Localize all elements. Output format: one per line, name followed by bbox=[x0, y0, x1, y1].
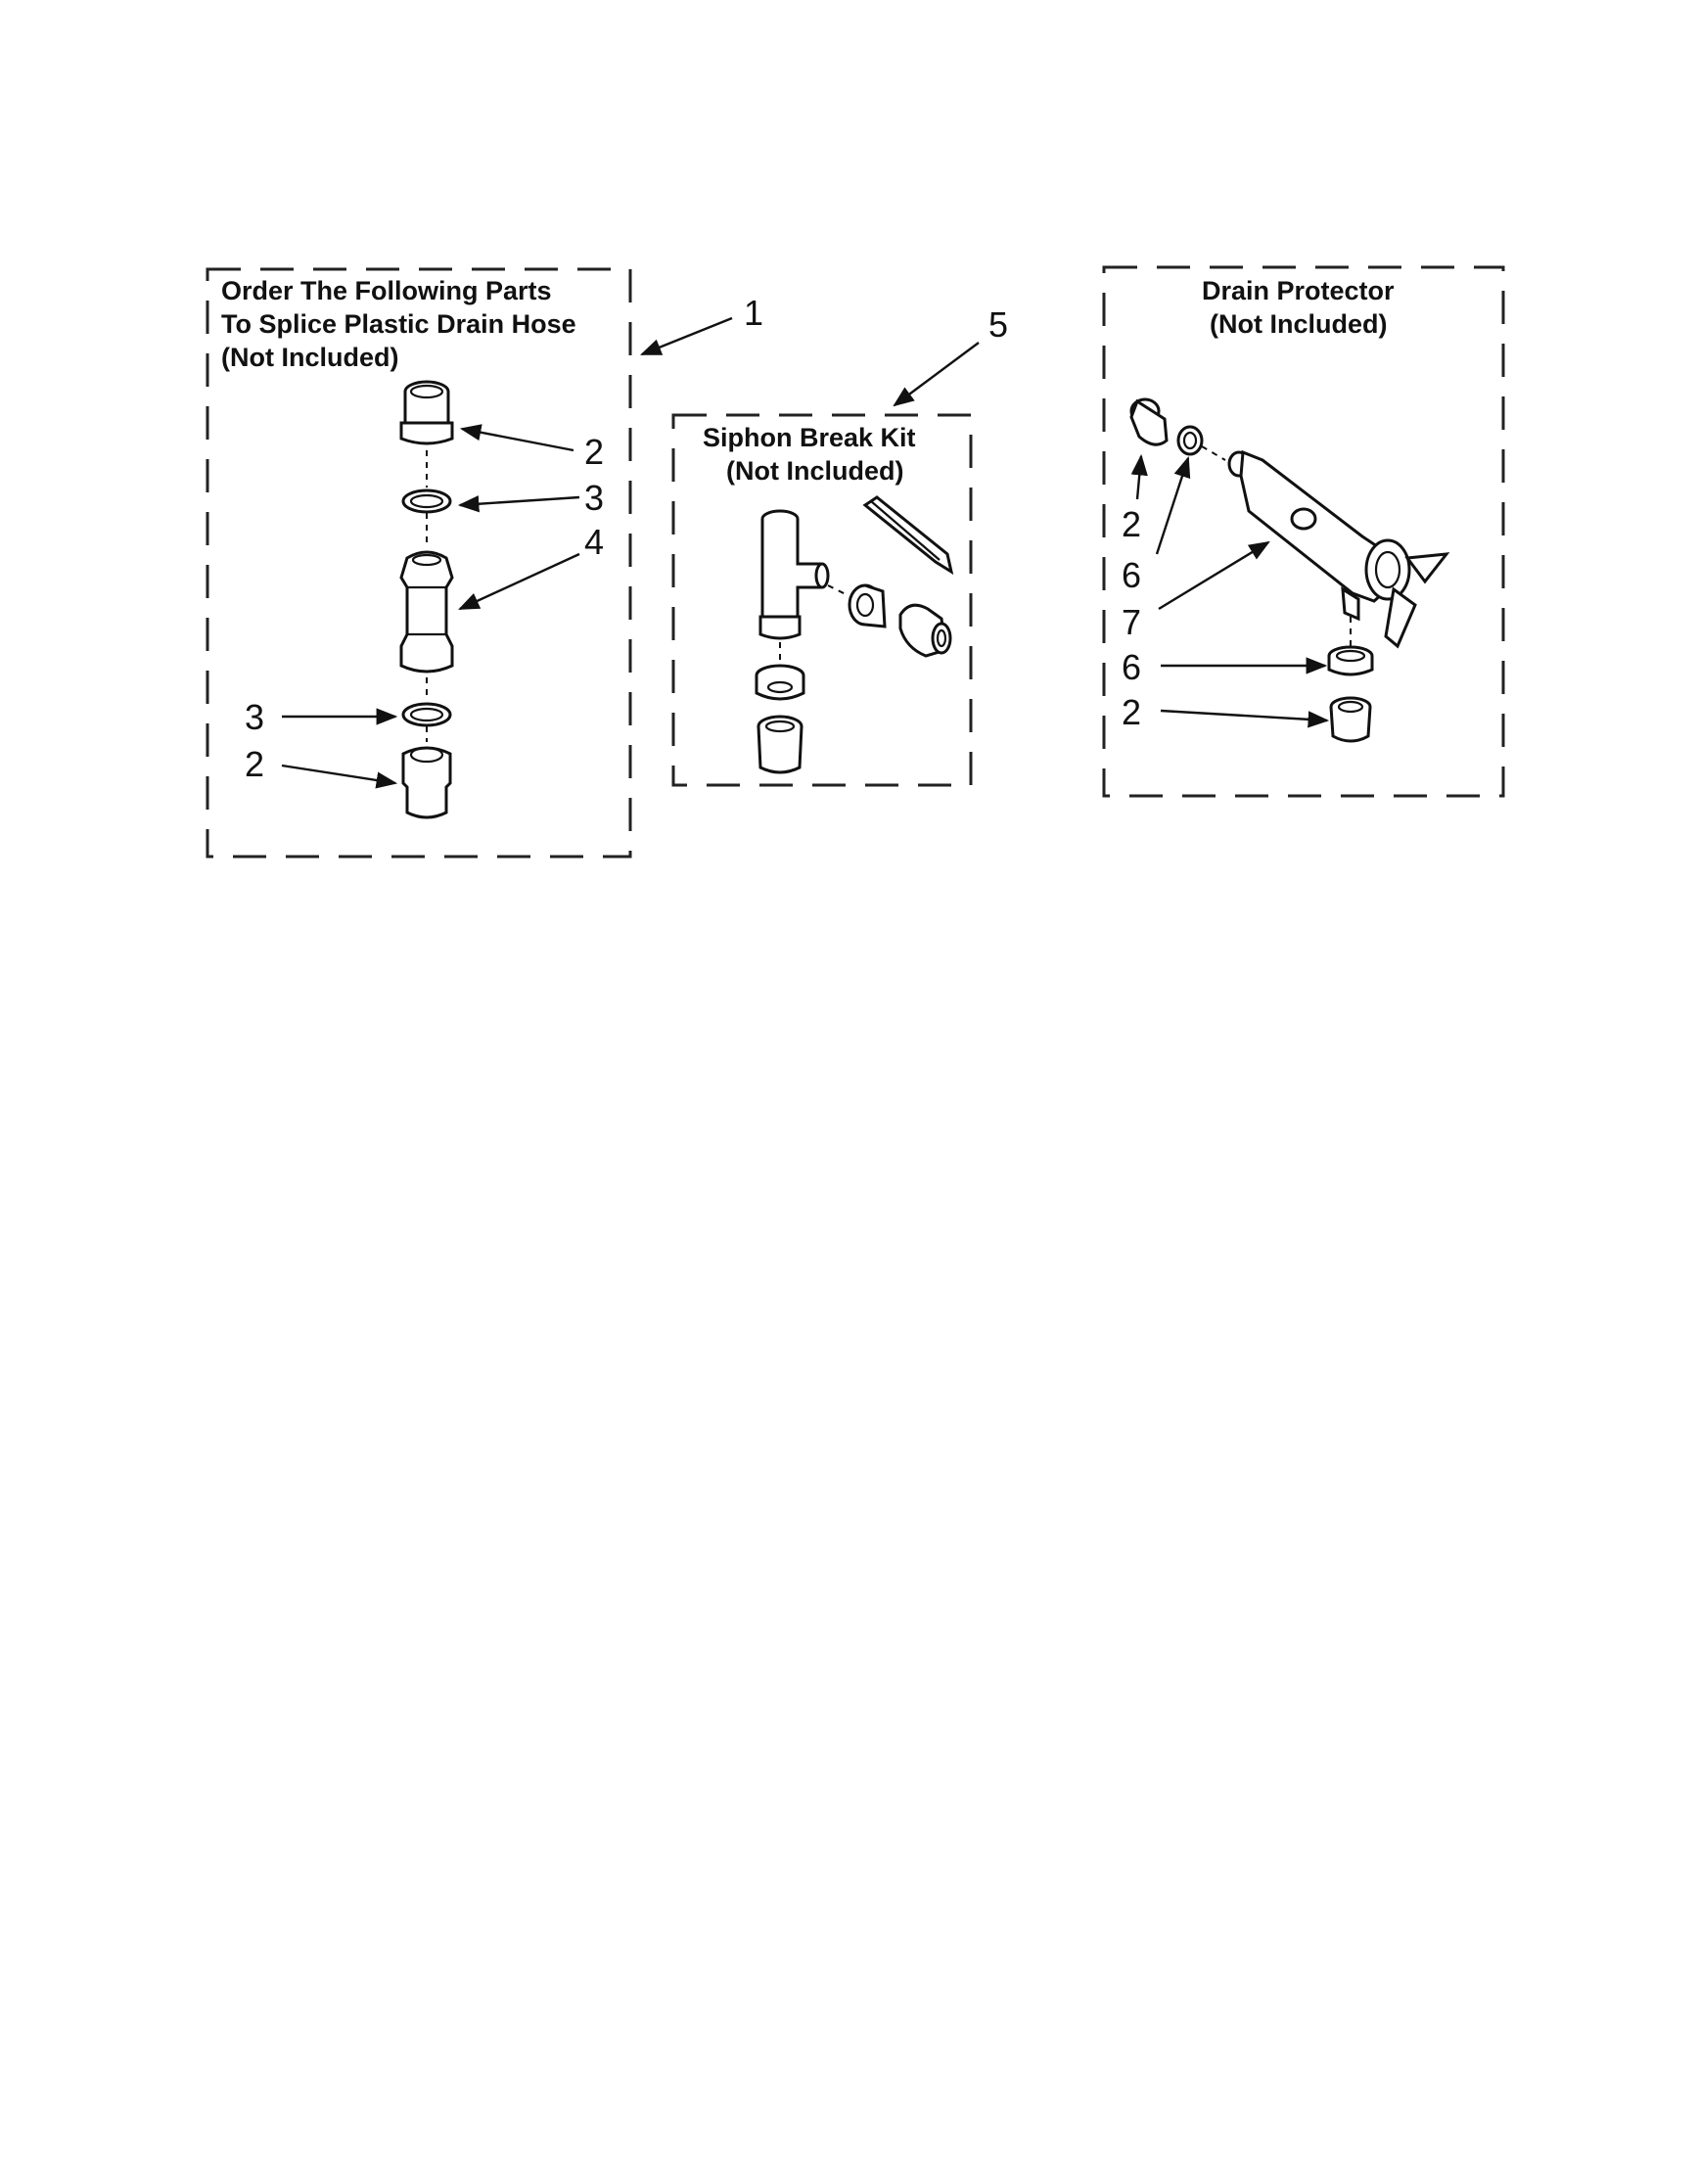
callout-drain-2b: 2 bbox=[1122, 692, 1142, 732]
callout-splice-2a-leader bbox=[462, 429, 574, 450]
drain-title-line-2: (Not Included) bbox=[1210, 309, 1388, 339]
drain-title-line-1: Drain Protector bbox=[1202, 276, 1395, 305]
drain-protector-body bbox=[1229, 452, 1446, 646]
callout-drain-2b-leader bbox=[1161, 711, 1327, 720]
callout-drain-2a: 2 bbox=[1122, 504, 1142, 544]
callout-drain-6b: 6 bbox=[1122, 647, 1142, 687]
siphon-ring-lower bbox=[757, 666, 803, 699]
splice-title-line-2: To Splice Plastic Drain Hose bbox=[221, 309, 576, 339]
siphon-cable-tie bbox=[865, 497, 951, 572]
drain-nut-top bbox=[1178, 427, 1202, 454]
callout-5-leader bbox=[895, 343, 979, 405]
siphon-side-adapter bbox=[900, 605, 950, 656]
callout-1-leader bbox=[642, 318, 732, 354]
splice-title-line-1: Order The Following Parts bbox=[221, 276, 552, 305]
callout-splice-3a: 3 bbox=[584, 478, 605, 518]
callout-splice-2a: 2 bbox=[584, 432, 605, 472]
splice-parts-group bbox=[207, 269, 763, 857]
callout-splice-4-leader bbox=[460, 554, 579, 609]
callout-splice-3b: 3 bbox=[245, 697, 265, 737]
callout-drain-6a-leader bbox=[1157, 458, 1188, 554]
siphon-tee-fitting bbox=[760, 511, 828, 638]
callout-drain-7: 7 bbox=[1122, 602, 1142, 642]
siphon-break-kit-group bbox=[673, 304, 1008, 785]
callout-splice-4: 4 bbox=[584, 522, 605, 562]
callout-splice-3a-leader bbox=[460, 497, 579, 505]
drain-protector-group bbox=[1104, 267, 1503, 796]
siphon-side-nut bbox=[849, 585, 885, 627]
callout-splice-2b: 2 bbox=[245, 744, 265, 784]
drain-nut-bottom bbox=[1329, 647, 1372, 674]
drain-cap-bottom bbox=[1331, 698, 1370, 741]
callout-1: 1 bbox=[744, 293, 764, 333]
hose-connector-top bbox=[401, 382, 452, 443]
callout-drain-7-leader bbox=[1159, 542, 1268, 609]
siphon-cap-lower bbox=[758, 717, 802, 772]
callout-drain-2a-leader bbox=[1137, 456, 1141, 499]
hose-clamp-bottom bbox=[403, 704, 450, 725]
siphon-title-line-2: (Not Included) bbox=[726, 456, 904, 486]
siphon-title-line-1: Siphon Break Kit bbox=[703, 423, 916, 452]
drain-cap-top bbox=[1131, 399, 1167, 444]
callout-splice-2b-leader bbox=[282, 766, 395, 783]
splice-tube bbox=[401, 552, 452, 672]
callout-5: 5 bbox=[988, 304, 1009, 345]
callout-drain-6a: 6 bbox=[1122, 555, 1142, 595]
hose-connector-bottom bbox=[403, 748, 450, 817]
hose-clamp-top bbox=[403, 490, 450, 512]
splice-title-line-3: (Not Included) bbox=[221, 343, 399, 372]
